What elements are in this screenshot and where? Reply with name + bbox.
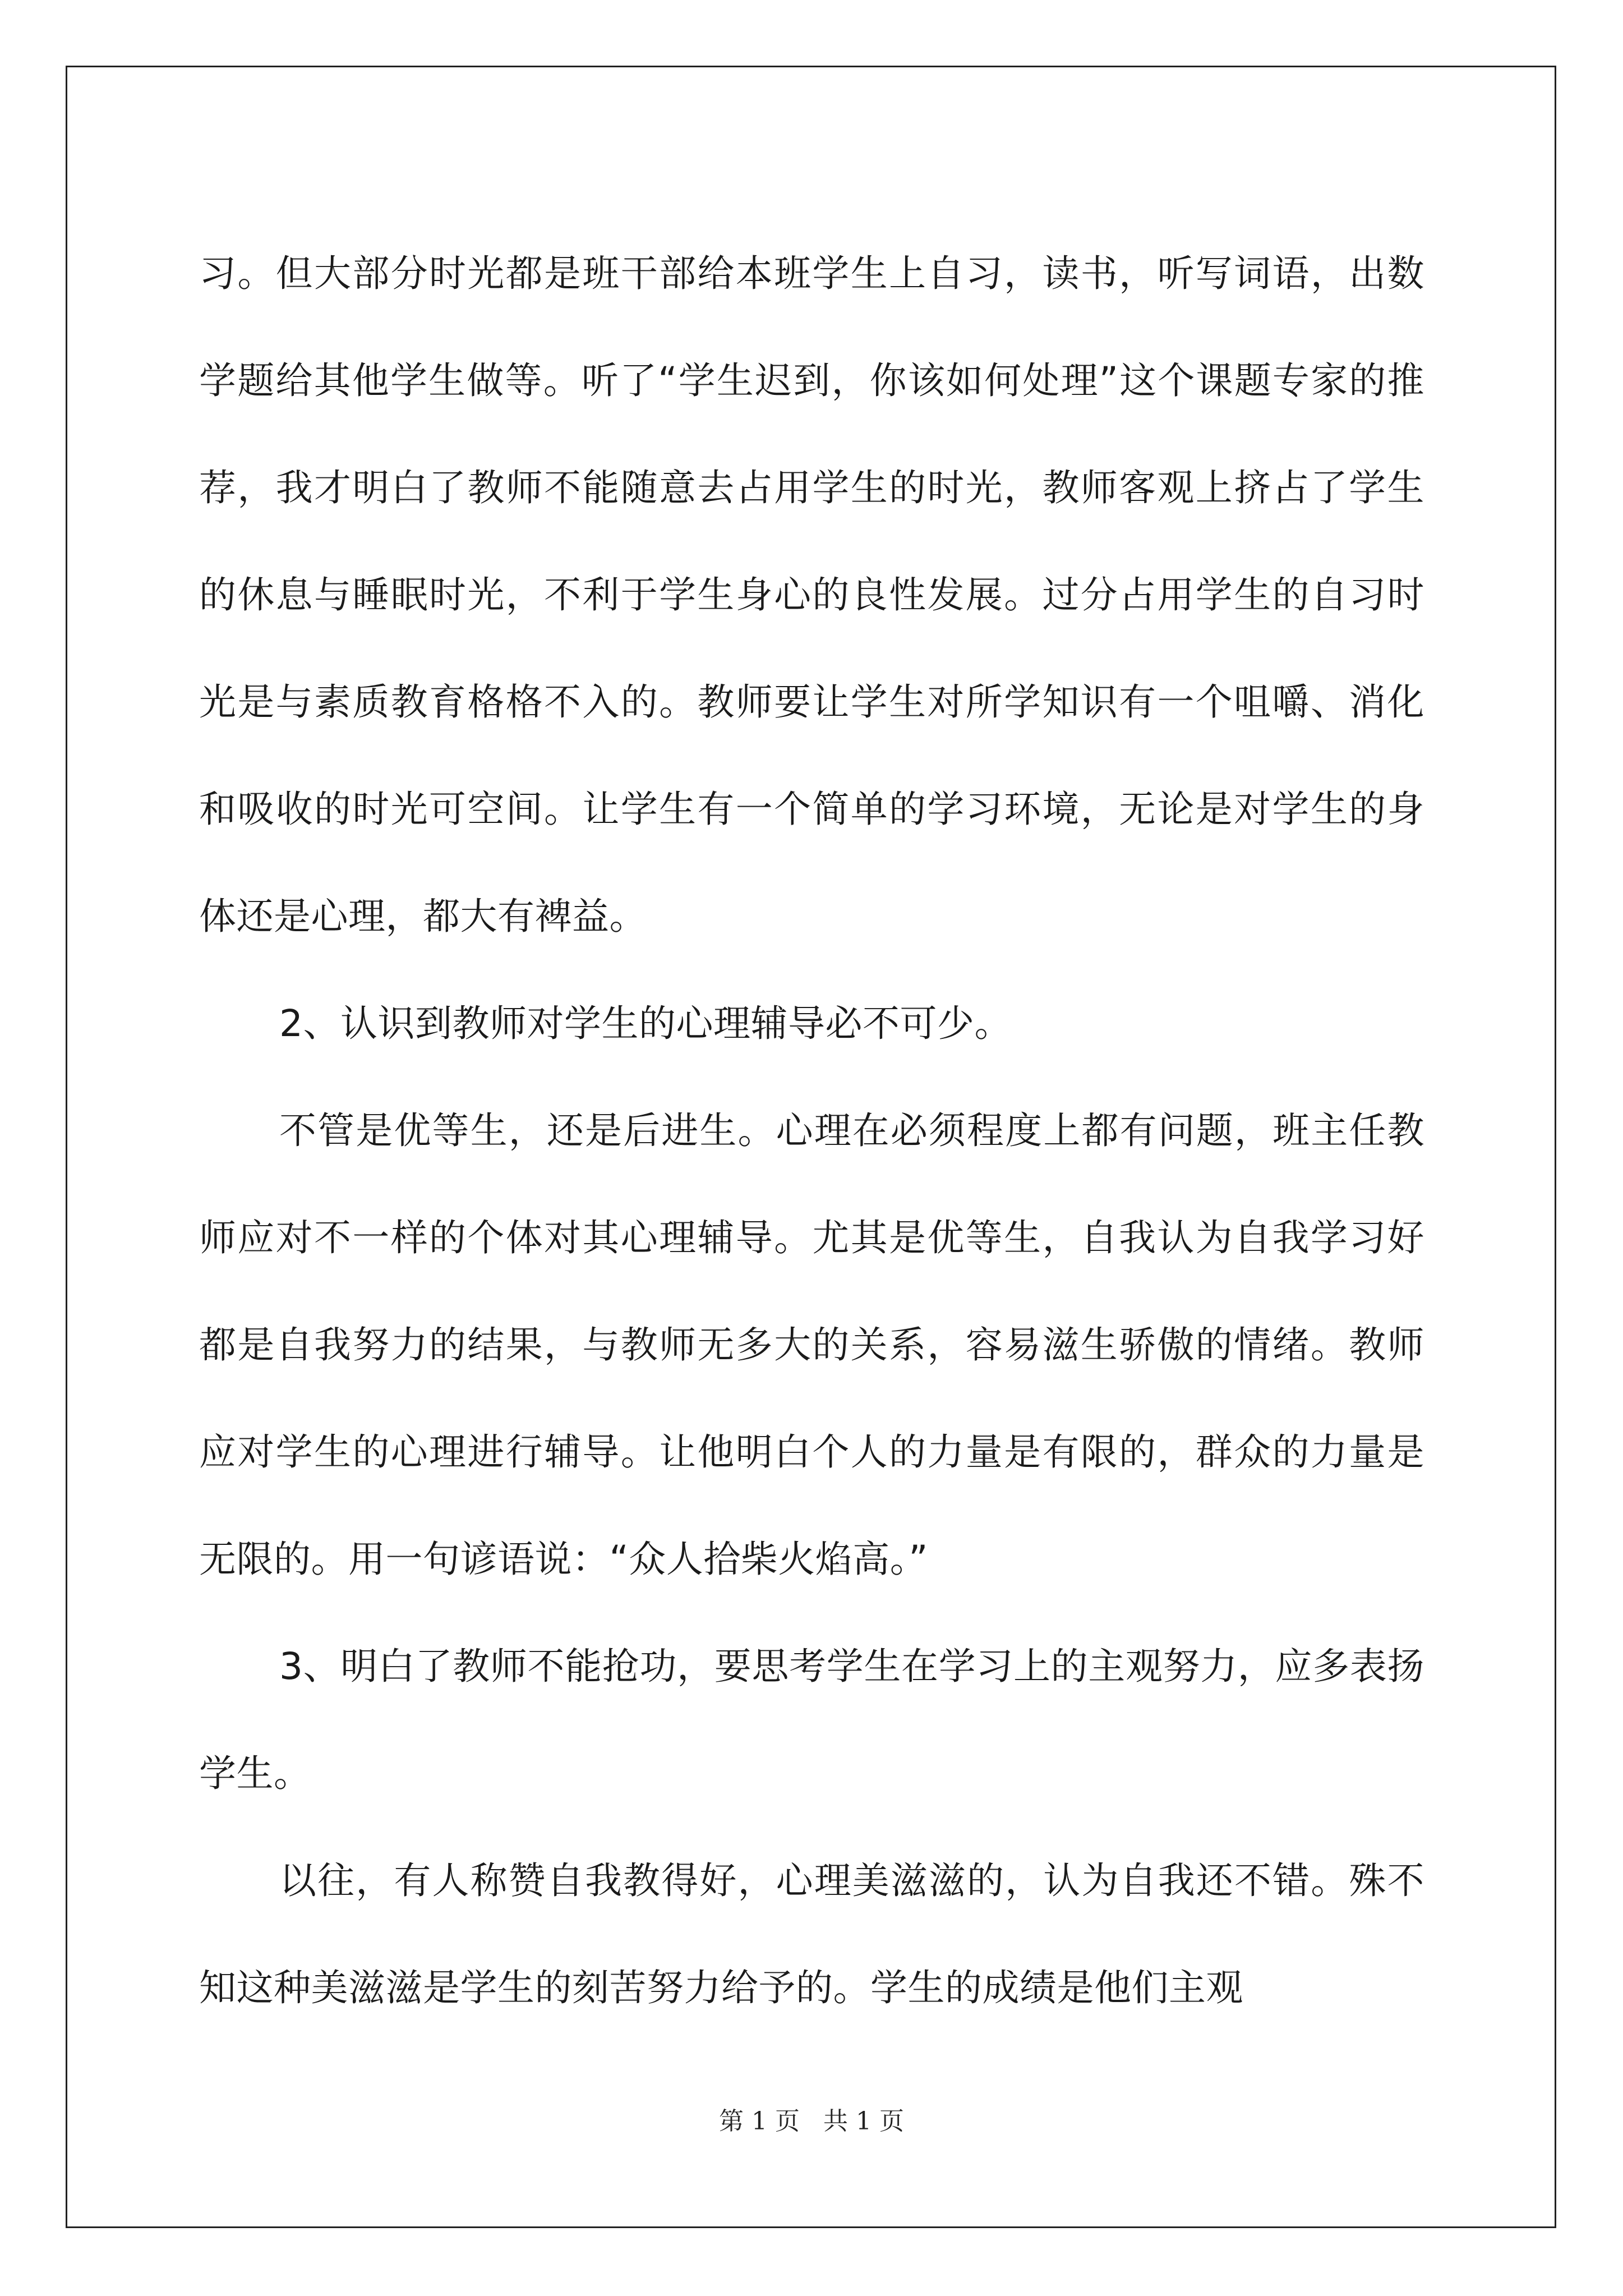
paragraph-2: 2、认识到教师对学生的心理辅导必不可少。 [279,1002,1012,1045]
document-body [199,220,1424,2041]
paragraph-1: 习。但大部分时光都是班干部给本班学生上自习，读书，听写词语，出数学题给其他学生做等。听了“学生迟到，你该如何处理”这个课题专家的推荐，我才明白了教师不能随意去占用学生的时光，教师客观上挤占了学生的休息与睡眠时光，不利于学生身心的良性发展。过分占用学生的自习时光是与素质教育格格不入的。教师要让学生对所学知识有一个咀嚼、消化和吸收的时光可空间。让学生有一个简单的学习环境，无论是对学生的身体还是心理，都大有裨益。 [199,252,1424,938]
paragraph-3: 不管是优等生，还是后进生。心理在必须程度上都有问题，班主任教师应对不一样的个体对其心理辅导。尤其是优等生，自我认为自我学习好都是自我努力的结果，与教师无多大的关系，容易滋生骄傲的情绪。教师应对学生的心理进行辅导。让他明白个人的力量是有限的，群众的力量是无限的。用一句谚语说：“众人拾柴火焰高。” [199,1109,1424,1581]
paragraph-4: 3、明白了教师不能抢功，要思考学生在学习上的主观努力，应多表扬学生。 [199,1645,1424,1795]
paragraph-5: 以往，有人称赞自我教得好，心理美滋滋的，认为自我还不错。殊不知这种美滋滋是学生的刻苦努力给予的。学生的成绩是他们主观 [199,1859,1424,2009]
page-footer: 第 1 页 共 1 页 [719,2107,904,2136]
